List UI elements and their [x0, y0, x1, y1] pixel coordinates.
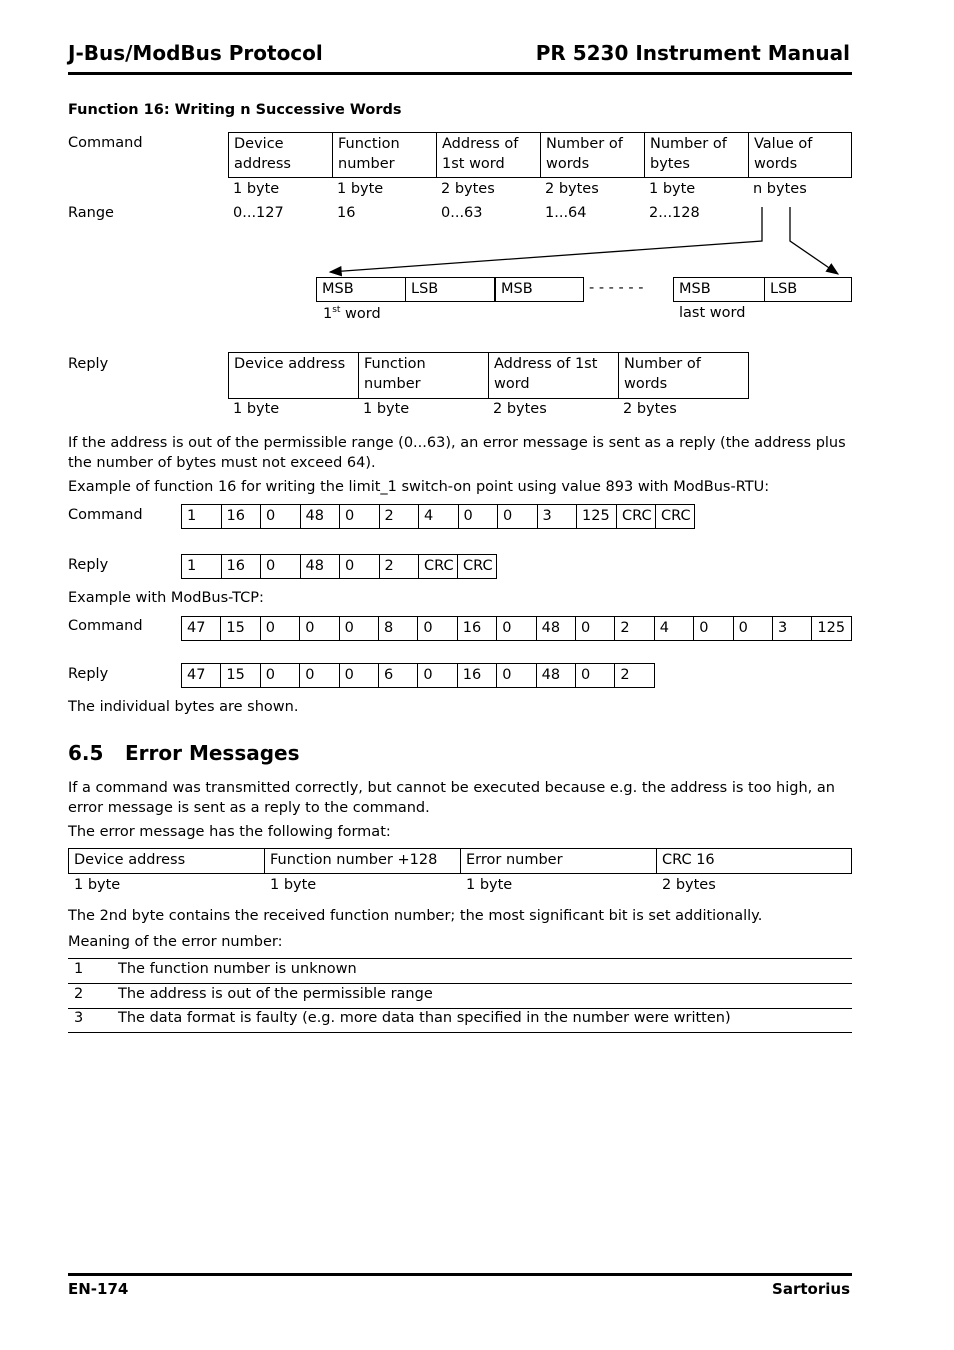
word-byte-cell: MSB	[316, 277, 406, 302]
last-word-label: last word	[679, 305, 746, 321]
section-number: 6.5	[68, 741, 104, 765]
byte-cell: CRC	[418, 554, 458, 579]
footer-rule	[68, 1273, 852, 1276]
format-header-cell: Function number +128	[264, 848, 461, 874]
byte-cell: 0	[575, 663, 615, 688]
reply-header-cell: Address of 1st word	[488, 352, 619, 399]
format-header-cell: Error number	[460, 848, 657, 874]
error-description: The address is out of the permissible range	[118, 985, 433, 1002]
byte-cell: CRC	[655, 504, 695, 529]
byte-cell: CRC	[457, 554, 497, 579]
byte-cell: 125	[811, 616, 852, 641]
format-size-cell: 1 byte	[466, 877, 513, 893]
error-description: The function number is unknown	[118, 961, 357, 977]
byte-cell: 16	[221, 554, 262, 579]
word-byte-cell: MSB	[495, 277, 584, 302]
command-size-cell: 2 bytes	[545, 181, 599, 197]
error-paragraph-2: The error message has the following format:	[68, 824, 391, 840]
reply-size-cell: 1 byte	[363, 401, 410, 417]
byte-cell: 0	[496, 663, 536, 688]
byte-cell: 16	[457, 663, 497, 688]
byte-cell: 48	[536, 616, 576, 641]
byte-cell: CRC	[616, 504, 656, 529]
tcp-reply-label: Reply	[68, 666, 109, 682]
error-number: 3	[74, 1010, 84, 1026]
header-left: J-Bus/ModBus Protocol	[68, 41, 323, 65]
byte-cell: 0	[458, 504, 499, 529]
byte-cell: 1	[181, 504, 222, 529]
dashes: - - - - - -	[589, 280, 644, 296]
byte-cell: 3	[772, 616, 812, 641]
byte-cell: 16	[221, 504, 262, 529]
format-size-cell: 1 byte	[74, 877, 121, 893]
command-header-cell: Number of words	[540, 132, 645, 178]
reply-size-cell: 2 bytes	[493, 401, 547, 417]
byte-cell: 125	[576, 504, 617, 529]
header-right: PR 5230 Instrument Manual	[535, 41, 850, 65]
byte-cell: 0	[339, 504, 380, 529]
tcp-command-label: Command	[68, 618, 143, 634]
byte-cell: 0	[260, 663, 300, 688]
byte-cell: 0	[260, 616, 300, 641]
byte-cell: 15	[220, 616, 260, 641]
reply-size-cell: 2 bytes	[623, 401, 677, 417]
byte-cell: 6	[378, 663, 418, 688]
reply-label: Reply	[68, 356, 109, 372]
byte-cell: 0	[417, 663, 457, 688]
reply-header-cell: Function number	[358, 352, 489, 399]
byte-cell: 0	[733, 616, 773, 641]
word-byte-cell: LSB	[405, 277, 495, 302]
last-word-byte-cell: LSB	[764, 277, 852, 302]
byte-cell: 8	[378, 616, 418, 641]
byte-cell: 47	[181, 616, 221, 641]
error-paragraph-3: The 2nd byte contains the received function number; the most significant bit is set additionally.	[68, 908, 763, 924]
error-description: The data format is faulty (e.g. more data than specified in the number were written)	[118, 1010, 731, 1026]
first-word-label: 1st word	[323, 305, 381, 322]
command-size-cell: 1 byte	[233, 181, 280, 197]
command-size-cell: n bytes	[753, 181, 807, 197]
byte-cell: 0	[575, 616, 615, 641]
command-range-cell: 1...64	[545, 205, 587, 221]
byte-cell: 2	[614, 663, 654, 688]
byte-cell: 0	[417, 616, 457, 641]
command-header-cell: Value of words	[748, 132, 852, 178]
rtu-reply-label: Reply	[68, 557, 109, 573]
section-title: Error Messages	[125, 741, 300, 765]
last-word-byte-cell: MSB	[673, 277, 765, 302]
byte-cell: 0	[339, 663, 379, 688]
byte-cell: 47	[181, 663, 221, 688]
command-label: Command	[68, 135, 143, 151]
command-range-cell: 0...63	[441, 205, 483, 221]
error-row-rule	[68, 1008, 852, 1009]
byte-cell: 0	[497, 504, 538, 529]
arrow-to-first-word	[330, 207, 762, 272]
format-header-cell: CRC 16	[656, 848, 852, 874]
command-header-cell: Device address	[228, 132, 333, 178]
error-number: 2	[74, 985, 84, 1002]
command-header-cell: Number of bytes	[644, 132, 749, 178]
error-row-rule	[68, 1032, 852, 1033]
reply-header-cell: Device address	[228, 352, 359, 399]
byte-cell: 15	[220, 663, 260, 688]
byte-cell: 4	[654, 616, 694, 641]
byte-cell: 0	[299, 616, 339, 641]
format-size-cell: 2 bytes	[662, 877, 716, 893]
paragraph-address-range: If the address is out of the permissible range (0...63), an error message is sent as a reply (the address plus the number of bytes must not exceed 64).	[68, 435, 846, 471]
byte-cell: 48	[536, 663, 576, 688]
byte-cell: 0	[693, 616, 733, 641]
byte-cell: 0	[339, 616, 379, 641]
error-table-top-rule	[68, 958, 852, 959]
rtu-command-label: Command	[68, 507, 143, 523]
byte-cell: 2	[614, 616, 654, 641]
footer-company: Sartorius	[772, 1280, 850, 1298]
byte-cell: 0	[496, 616, 536, 641]
byte-cell: 2	[379, 504, 420, 529]
error-row-rule	[68, 983, 852, 984]
command-range-cell: 0...127	[233, 205, 284, 221]
format-header-cell: Device address	[68, 848, 265, 874]
command-range-cell: 2...128	[649, 205, 700, 221]
range-label: Range	[68, 205, 114, 221]
command-size-cell: 2 bytes	[441, 181, 495, 197]
example-tcp-text: Example with ModBus-TCP:	[68, 590, 264, 606]
byte-cell: 48	[300, 554, 341, 579]
byte-cell: 0	[339, 554, 380, 579]
command-range-cell: 16	[337, 205, 356, 221]
error-paragraph-1: If a command was transmitted correctly, but cannot be executed because e.g. the address is too high, an error message is sent as a reply to the command.	[68, 780, 835, 816]
command-header-cell: Function number	[332, 132, 437, 178]
individual-bytes-text: The individual bytes are shown.	[68, 699, 299, 715]
byte-cell: 0	[260, 554, 301, 579]
command-size-cell: 1 byte	[649, 181, 696, 197]
byte-cell: 2	[379, 554, 420, 579]
footer-page-number: EN-174	[68, 1280, 129, 1298]
byte-cell: 48	[300, 504, 341, 529]
command-header-cell: Address of 1st word	[436, 132, 541, 178]
reply-header-cell: Number of words	[618, 352, 749, 399]
byte-cell: 4	[418, 504, 459, 529]
byte-cell: 0	[260, 504, 301, 529]
byte-cell: 1	[181, 554, 222, 579]
format-size-cell: 1 byte	[270, 877, 317, 893]
error-number: 1	[74, 961, 84, 977]
byte-cell: 3	[537, 504, 578, 529]
function16-title: Function 16: Writing n Successive Words	[68, 102, 402, 118]
byte-cell: 16	[457, 616, 497, 641]
example-rtu-text: Example of function 16 for writing the limit_1 switch-on point using value 893 with ModBus-RTU:	[68, 479, 770, 495]
reply-size-cell: 1 byte	[233, 401, 280, 417]
arrow-to-last-word	[790, 207, 838, 274]
command-size-cell: 1 byte	[337, 181, 384, 197]
byte-cell: 0	[299, 663, 339, 688]
error-paragraph-4: Meaning of the error number:	[68, 934, 283, 950]
